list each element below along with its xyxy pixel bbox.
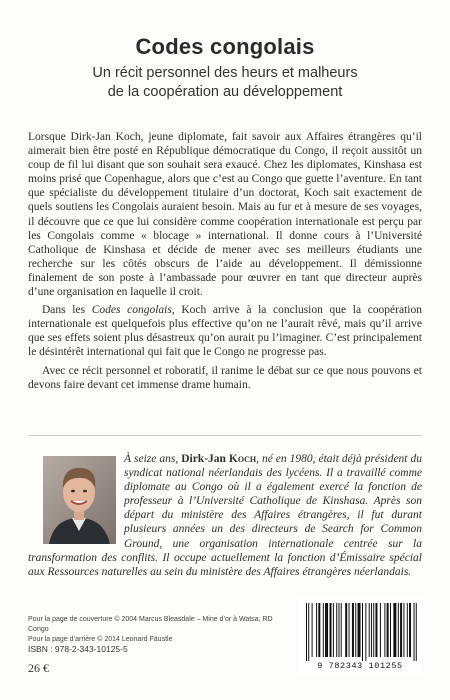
blurb-paragraph-1: Lorsque Dirk-Jan Koch, jeune diplomate, fait savoir aux Affaires étrangères qu’il aimerait bien être posté en République démocratique du Congo, il reçoit aussitôt un coup de fil lui disant que son souhait sera exaucé. Chez les diplomates, Kinshasa est moins prisé que Copenhague, alors que c’est au Congo que guette l’aventure. En tant que spécialiste du développement titulaire d’un doctorat, Koch sait exactement de quels soutiens les Congolais auraient besoin. Mais au fur et à mesure de ses voyages, il découvre que ce que lui considère comme coopération internationale est perçu par les Congolais comme « blocage » international. Il donne cours à l’Université Catholique de Kinshasa et décide de mener avec ses meilleurs étudiants une recherche sur les côtés obscurs de l’aide au développement. Il démissionne finalement de son poste à l’ambassade pour œuvrer en tant que directeur auprès d’une organisation en laquelle il croit. (28, 131, 422, 299)
blurb-paragraph-3: Avec ce récit personnel et roboratif, il ranime le débat sur ce que nous pouvons et devons faire devant cet immense drame humain. (28, 364, 422, 391)
author-name: Dirk-Jan Koch (181, 453, 257, 465)
back-credit: Pour la page d’arrière © 2014 Leonard Fäustle (28, 636, 173, 643)
author-bio: À seize ans, Dirk-Jan Koch, né en 1980, était déjà président du syndicat national néerlandais des lycéens. Il a travaillé comme diplomate au Congo où il a également exercé la fonction de professeur à l’Université Catholique de Kinshasa. Après son départ du ministère des Affaires étrangères, il fut durant plusieurs années un des directeurs de Search for Common Ground, une organisation internationale centrée sur la transformation des conflits. Il occupe actuellement la fonction d’Émissaire spécial aux Ressources naturelles au sein du ministère des Affaires étrangères néerlandais. (28, 453, 422, 578)
price: 26 € (28, 661, 49, 675)
barcode-bars (298, 597, 422, 661)
isbn: ISBN : 978-2-343-10125-5 (28, 644, 128, 654)
barcode-digits: 9 782343 101255 (317, 661, 403, 671)
section-divider (28, 435, 422, 436)
photo-credits (28, 615, 288, 645)
book-subtitle (0, 64, 450, 102)
barcode (298, 597, 422, 675)
cover-credit: Pour la page de couverture © 2004 Marcus Bleasdale – Mine d’or à Watsa, RD Congo (28, 616, 273, 633)
book-title-inline: Codes congolais (91, 304, 172, 317)
blurb-paragraph-2: Dans les Codes congolais, Koch arrive à la conclusion que la coopération internationale est quelquefois plus effective qu’on ne l’aurait rêvé, mais qu’il arrive que ses effets soient plus désastreux qu’on aurait pu l’imaginer. C’est principalement le désintérêt international qui fait que le Congo ne progresse pas. (28, 304, 422, 359)
author-photo (43, 456, 116, 544)
blurb (28, 130, 422, 396)
subtitle-line-1: Un récit personnel des heurs et malheurs (92, 65, 358, 81)
subtitle-line-2: de la coopération au développement (107, 84, 343, 100)
book-title: Codes congolais (135, 34, 315, 59)
